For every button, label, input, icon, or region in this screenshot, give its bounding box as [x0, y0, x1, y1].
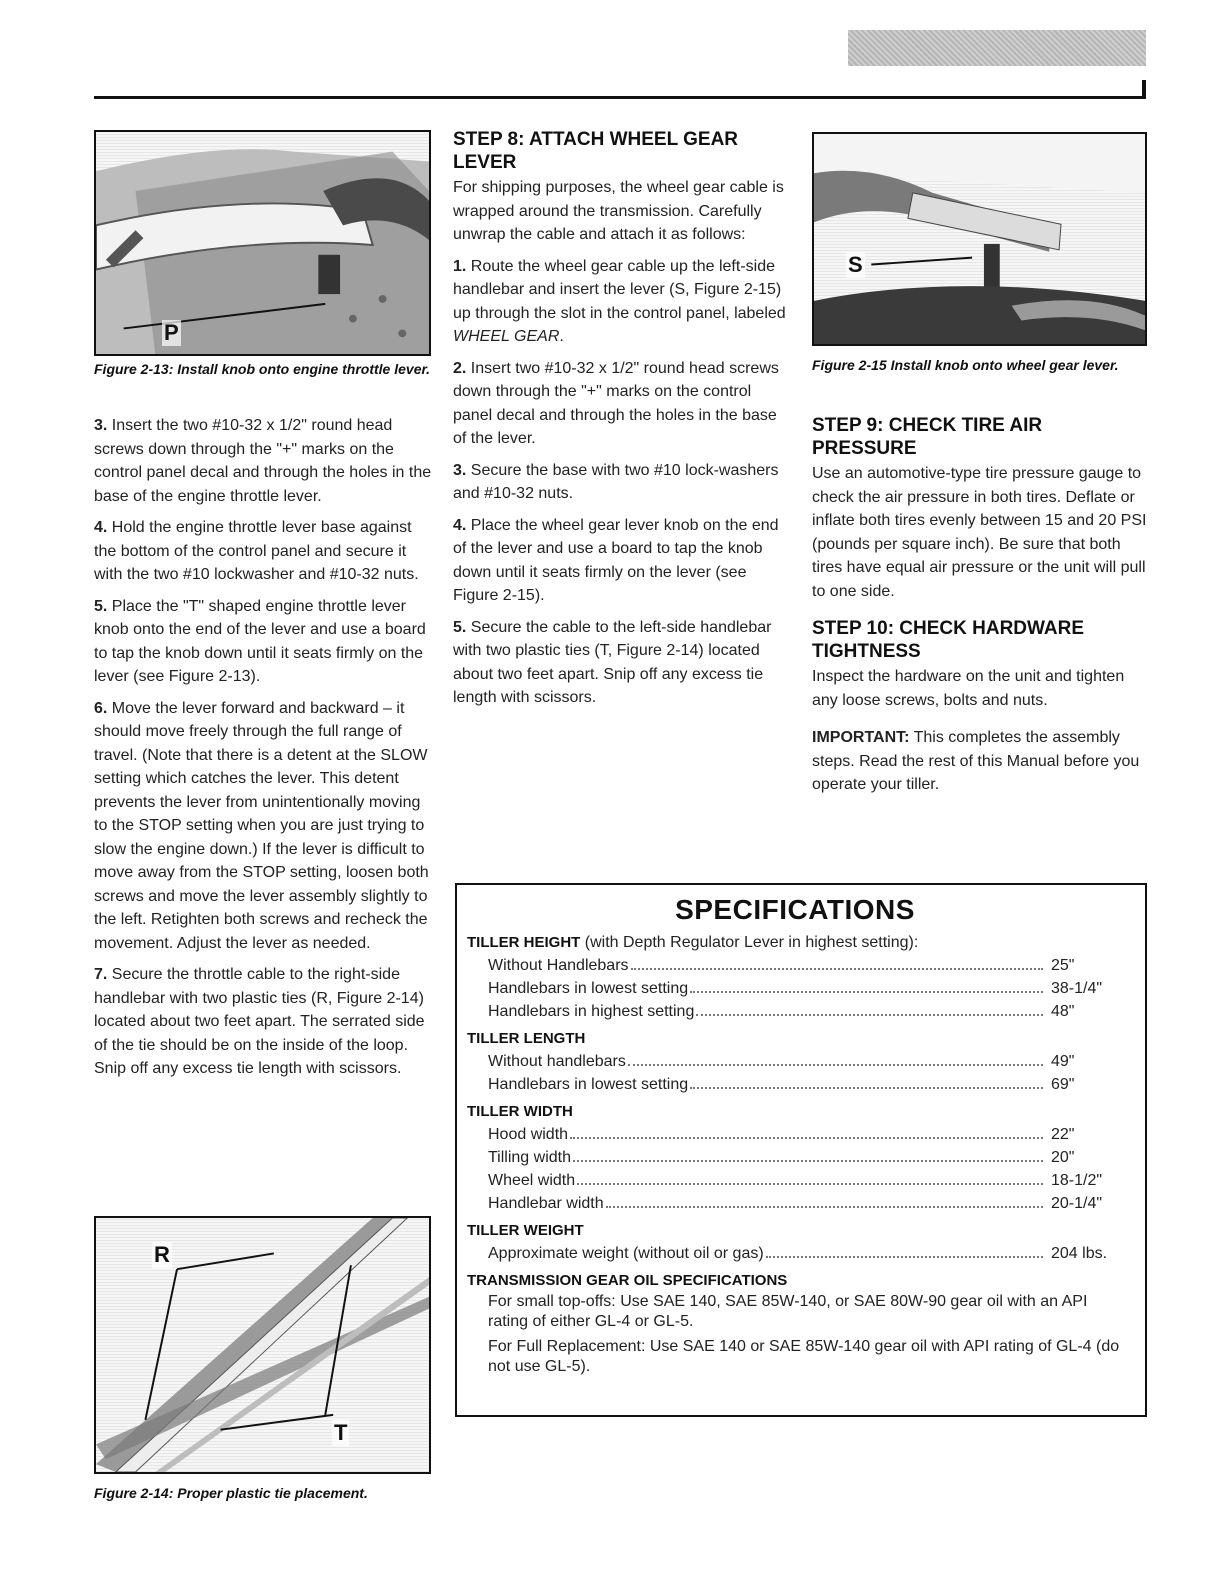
spec-category-oil: TRANSMISSION GEAR OIL SPECIFICATIONS — [467, 1272, 788, 1289]
wheel-gear-lever-illustration — [814, 134, 1145, 344]
spec-row: Approximate weight (without oil or gas) 204 lbs. — [488, 1245, 1108, 1262]
callout-t: T — [334, 1420, 348, 1445]
spec-row: Handlebars in lowest setting 38-1/4" — [488, 980, 1103, 997]
step-item: 2. Insert two #10-32 x 1/2" round head screws down through the "+" marks on the control panel decal and through the holes in the base of the lever. — [453, 359, 779, 447]
spec-row: Handlebar width 20-1/4" — [488, 1195, 1103, 1212]
spec-category-width: TILLER WIDTH — [467, 1103, 573, 1120]
header-tab — [848, 30, 1146, 66]
step-item: 1. Route the wheel gear cable up the left-side handlebar and insert the lever (S, Figure 2-15) up through the slot in the control panel, labeled WHEEL GEAR. — [453, 257, 786, 345]
spec-row: Tilling width 20" — [488, 1149, 1075, 1166]
step-8-heading: STEP 8: ATTACH WHEEL GEAR LEVER — [453, 129, 739, 173]
throttle-lever-illustration — [96, 132, 429, 354]
spec-row: Handlebars in highest setting 48" — [488, 1003, 1075, 1020]
step-item: 5. Place the "T" shaped engine throttle lever knob onto the end of the lever and use a board to tap the knob down until it seats firmly on the lever (see Figure 2-13). — [94, 597, 426, 685]
spec-row: Wheel width 18-1/2" — [488, 1172, 1103, 1189]
figure-2-14-caption: Figure 2-14: Proper plastic tie placement. — [94, 1485, 368, 1501]
step-item: 6. Move the lever forward and backward – it should move freely through the full range of travel. (Note that there is a detent at the SLOW setting which catches the lever. This detent prevents the lever from unintentionally moving to the STOP setting when you are just trying to slow the engine down.) If the lever is difficult to move away from the STOP setting, loosen both screws and move the lever assembly slightly to the left. Retighten both screws and recheck the movement. Adjust the lever as needed. — [94, 699, 429, 952]
callout-s: S — [848, 252, 863, 277]
step-item: 3. Insert the two #10-32 x 1/2" round head screws down through the "+" marks on the control panel decal and through the holes in the base of the engine throttle lever. — [94, 417, 432, 505]
spec-row: Hood width 22" — [488, 1126, 1075, 1143]
specifications-box — [455, 883, 1147, 1417]
spec-row: Without Handlebars 25" — [488, 957, 1075, 974]
step-item: 3. Secure the base with two #10 lock-washers and #10-32 nuts. — [453, 461, 779, 502]
step-9-text: Use an automotive-type tire pressure gauge to check the air pressure in both tires. Deflate or inflate both tires evenly between 15 and 20 PSI (pounds per square inch). Be sure that both tires have equal air pressure or the unit will pull to one side. — [812, 465, 1147, 600]
step-item: 5. Secure the cable to the left-side handlebar with two plastic ties (T, Figure 2-14) located about two feet apart. Snip off any excess tie length with scissors. — [453, 618, 772, 706]
step-item: 4. Place the wheel gear lever knob on the end of the lever and use a board to tap the knob down until it seats firmly on the lever (see Figure 2-15). — [453, 516, 779, 604]
oil-full-replacement: For Full Replacement: Use SAE 140 or SAE 85W-140 gear oil with API rating of GL-4 (do not use GL-5). — [488, 1338, 1120, 1375]
figure-2-15-caption: Figure 2-15 Install knob onto wheel gear lever. — [812, 357, 1119, 373]
spec-category-height: TILLER HEIGHT (with Depth Regulator Lever in highest setting): — [467, 934, 919, 951]
step-10-text: Inspect the hardware on the unit and tighten any loose screws, bolts and nuts. — [812, 668, 1125, 709]
step-9-heading: STEP 9: CHECK TIRE AIR PRESSURE — [812, 415, 1043, 459]
step-item: 7. Secure the throttle cable to the right-side handlebar with two plastic ties (R, Figure 2-14) located about two feet apart. The serrated side of the tie should be on the inside of the loop. Snip off any excess tie length with scissors. — [94, 966, 425, 1077]
spec-category-weight: TILLER WEIGHT — [467, 1222, 584, 1239]
figure-2-13-photo — [94, 130, 431, 356]
spec-category-length: TILLER LENGTH — [467, 1030, 586, 1047]
right-column — [812, 414, 1148, 805]
step-8-section — [453, 128, 793, 718]
callout-p: P — [164, 320, 179, 345]
figure-2-14-photo — [94, 1216, 431, 1474]
spec-row: Without handlebars 49" — [488, 1053, 1075, 1070]
important-note: IMPORTANT: This completes the assembly steps. Read the rest of this Manual before you operate your tiller. — [812, 729, 1140, 793]
spec-row: Handlebars in lowest setting 69" — [488, 1076, 1075, 1093]
callout-r: R — [154, 1242, 170, 1267]
step-10-heading: STEP 10: CHECK HARDWARE TIGHTNESS — [812, 618, 1085, 662]
header-rule — [94, 96, 1146, 99]
specifications-title: SPECIFICATIONS — [675, 894, 915, 925]
header-tick — [1142, 80, 1146, 99]
step-8-intro: For shipping purposes, the wheel gear cable is wrapped around the transmission. Carefully unwrap the cable and attach it as follows: — [453, 179, 784, 243]
left-column — [94, 414, 432, 1089]
plastic-tie-illustration — [96, 1218, 429, 1472]
figure-2-15-photo — [812, 132, 1147, 346]
oil-small-topoffs: For small top-offs: Use SAE 140, SAE 85W-140, or SAE 80W-90 gear oil with an API rating of either GL-4 or GL-5. — [488, 1293, 1088, 1330]
figure-2-13-caption: Figure 2-13: Install knob onto engine throttle lever. — [94, 361, 431, 377]
step-item: 4. Hold the engine throttle lever base against the bottom of the control panel and secure it with the two #10 lockwasher and #10-32 nuts. — [94, 519, 419, 583]
